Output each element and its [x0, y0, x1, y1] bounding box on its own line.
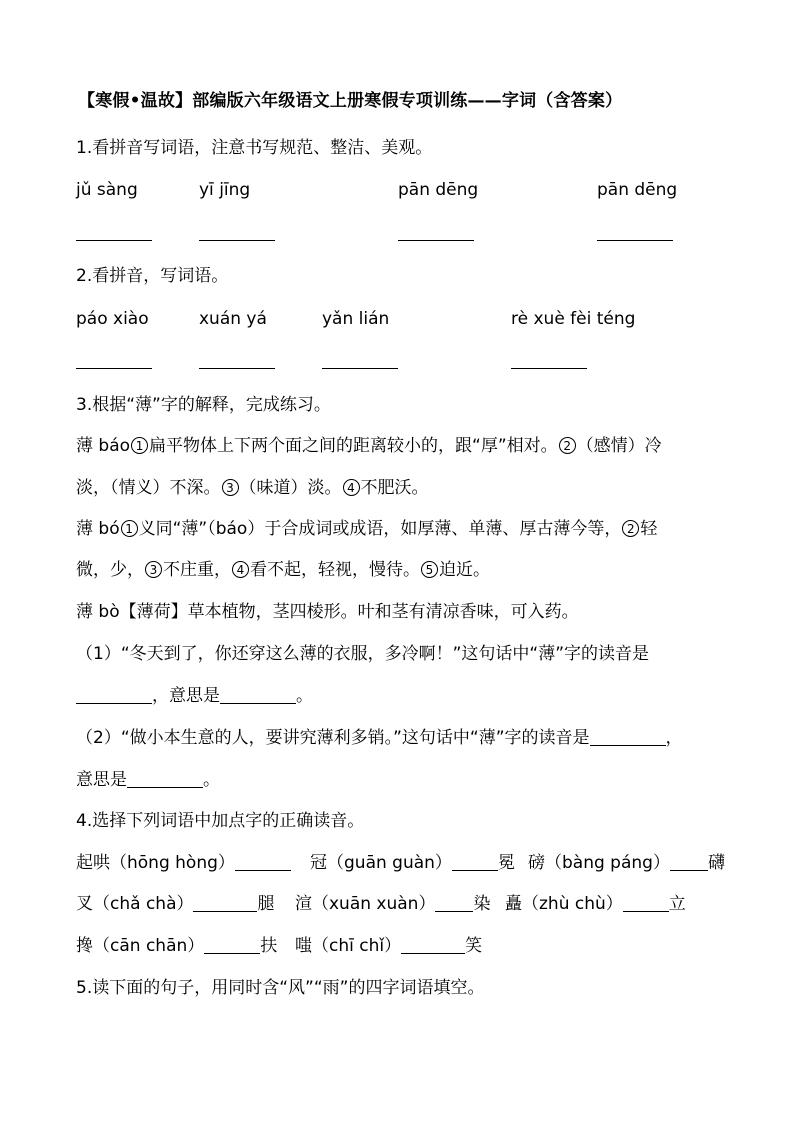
answer-blank[interactable]: [220, 685, 296, 704]
answer-blank[interactable]: [670, 852, 708, 871]
q4-word-end: 扶: [260, 936, 278, 956]
q3-sub2-line-1: [76, 726, 683, 750]
q4-word: 磅（bàng páng）: [528, 853, 670, 873]
q4-word: 矗（zhù chù）: [505, 894, 623, 914]
definition-text: 迫近。: [439, 560, 490, 580]
circled-number: 5: [421, 561, 438, 578]
definition-bo-line-2: [76, 558, 490, 582]
q3-sub1-line-2: [76, 684, 313, 708]
definition-text: 扁平物体上下两个面之间的距离较小的，跟“厚”相对。: [149, 436, 558, 456]
definition-text: （味道）淡。: [239, 478, 342, 498]
q4-word: 起哄（hōng hòng）: [76, 853, 235, 873]
q4-item: [76, 892, 274, 916]
definition-text: 不庄重，: [163, 560, 231, 580]
q4-word-end: 冕: [497, 853, 515, 873]
circled-number: 4: [232, 561, 249, 578]
q1-pinyin-1: jǔ sàng: [76, 180, 138, 200]
definition-text: 微，少，: [76, 560, 144, 580]
definition-text: 淡，（情义）不深。: [76, 478, 221, 498]
q4-word-end: 腿: [257, 894, 275, 914]
answer-blank[interactable]: [127, 769, 203, 788]
q3-heading: 3.根据“薄”字的解释，完成练习。: [76, 395, 331, 415]
q2-answer-blank[interactable]: [76, 367, 152, 369]
answer-blank[interactable]: [76, 685, 152, 704]
q3-sub1-line-1: （1）“冬天到了，你还穿这么薄的衣服，多冷啊！”这句话中“薄”字的读音是: [76, 644, 650, 664]
q4-item: [505, 892, 686, 916]
q2-answer-blank[interactable]: [199, 367, 275, 369]
circled-number: 2: [559, 437, 576, 454]
q2-answer-blank[interactable]: [322, 367, 398, 369]
definition-text: 不肥沃。: [360, 478, 429, 498]
definition-bo4-line: 薄 bò【薄荷】草本植物，茎四棱形。叶和茎有清凉香味，可入药。: [76, 602, 579, 622]
circled-number: 3: [222, 479, 239, 496]
q3-sub2-line-2: [76, 768, 220, 792]
definition-text: 义同“薄”（báo）于合成词或成语，如厚薄、单薄、厚古薄今等，: [138, 519, 622, 539]
q2-pinyin-1: páo xiào: [76, 309, 149, 329]
q4-word: 嗤（chī chǐ）: [295, 936, 402, 956]
q4-item: [310, 851, 515, 875]
q4-word-end: 礴: [707, 853, 725, 873]
q4-item: [528, 851, 725, 875]
q5-heading: 5.读下面的句子，用同时含“风”“雨”的四字词语填空。: [76, 978, 485, 998]
definition-bao-line-1: [76, 434, 662, 458]
q2-pinyin-4: rè xuè fèi téng: [511, 309, 636, 329]
q4-word: 渲（xuān xuàn）: [295, 894, 436, 914]
page-title: 【寒假•温故】部编版六年级语文上册寒假专项训练——字词（含答案）: [78, 91, 623, 111]
sub2-text-end: 。: [203, 770, 220, 790]
definition-text: 看不起，轻视，慢待。: [250, 560, 420, 580]
sub2-text: （2）“做小本生意的人，要讲究薄利多销。”这句话中“薄”字的读音是: [76, 728, 590, 748]
sub2-text-end: ，: [665, 728, 683, 748]
q4-word-end: 染: [473, 894, 491, 914]
q2-heading: 2.看拼音，写词语。: [76, 266, 229, 286]
q4-item: [76, 851, 291, 875]
q4-word-end: 笑: [465, 936, 483, 956]
sub2-text: 意思是: [76, 770, 127, 790]
answer-blank[interactable]: [401, 935, 465, 954]
q2-pinyin-2: xuán yá: [199, 309, 267, 329]
q1-pinyin-4: pān dēng: [597, 180, 678, 200]
definition-text: （感情）冷: [576, 436, 662, 456]
circled-number: 3: [145, 561, 162, 578]
answer-blank[interactable]: [590, 727, 666, 746]
q4-heading: 4.选择下列词语中加点字的正确读音。: [76, 811, 365, 831]
q1-answer-blank[interactable]: [199, 239, 275, 241]
q1-pinyin-3: pān dēng: [398, 180, 479, 200]
q4-word-end: 立: [668, 894, 686, 914]
circled-number: 2: [622, 520, 639, 537]
answer-blank[interactable]: [193, 893, 257, 912]
q4-word: 冠（guān guàn）: [310, 853, 452, 873]
q4-word: 搀（cān chān）: [76, 936, 205, 956]
q1-heading: 1.看拼音写词语，注意书写规范、整洁、美观。: [76, 138, 433, 158]
sub1-text-end: 。: [296, 686, 313, 706]
q4-item: [76, 934, 277, 958]
q1-answer-blank[interactable]: [76, 239, 152, 241]
bao-reading: 薄 báo: [76, 436, 131, 456]
q4-item: [295, 892, 490, 916]
bo-reading: 薄 bó: [76, 519, 120, 539]
circled-number: 1: [121, 520, 138, 537]
answer-blank[interactable]: [435, 893, 473, 912]
answer-blank[interactable]: [204, 935, 260, 954]
answer-blank[interactable]: [623, 893, 669, 912]
q4-item: [295, 934, 482, 958]
answer-blank[interactable]: [235, 852, 291, 871]
circled-number: 4: [343, 479, 360, 496]
q1-pinyin-2: yī jīng: [199, 180, 251, 200]
answer-blank[interactable]: [452, 852, 498, 871]
q1-answer-blank[interactable]: [398, 239, 474, 241]
sub1-text: ，意思是: [152, 686, 220, 706]
circled-number: 1: [131, 437, 148, 454]
definition-bo-line-1: [76, 517, 657, 541]
q1-answer-blank[interactable]: [597, 239, 673, 241]
definition-text: 轻: [640, 519, 658, 539]
definition-bao-line-2: [76, 476, 429, 500]
q4-word: 叉（chǎ chà）: [76, 894, 194, 914]
q2-answer-blank[interactable]: [511, 367, 587, 369]
q2-pinyin-3: yǎn lián: [322, 309, 390, 329]
